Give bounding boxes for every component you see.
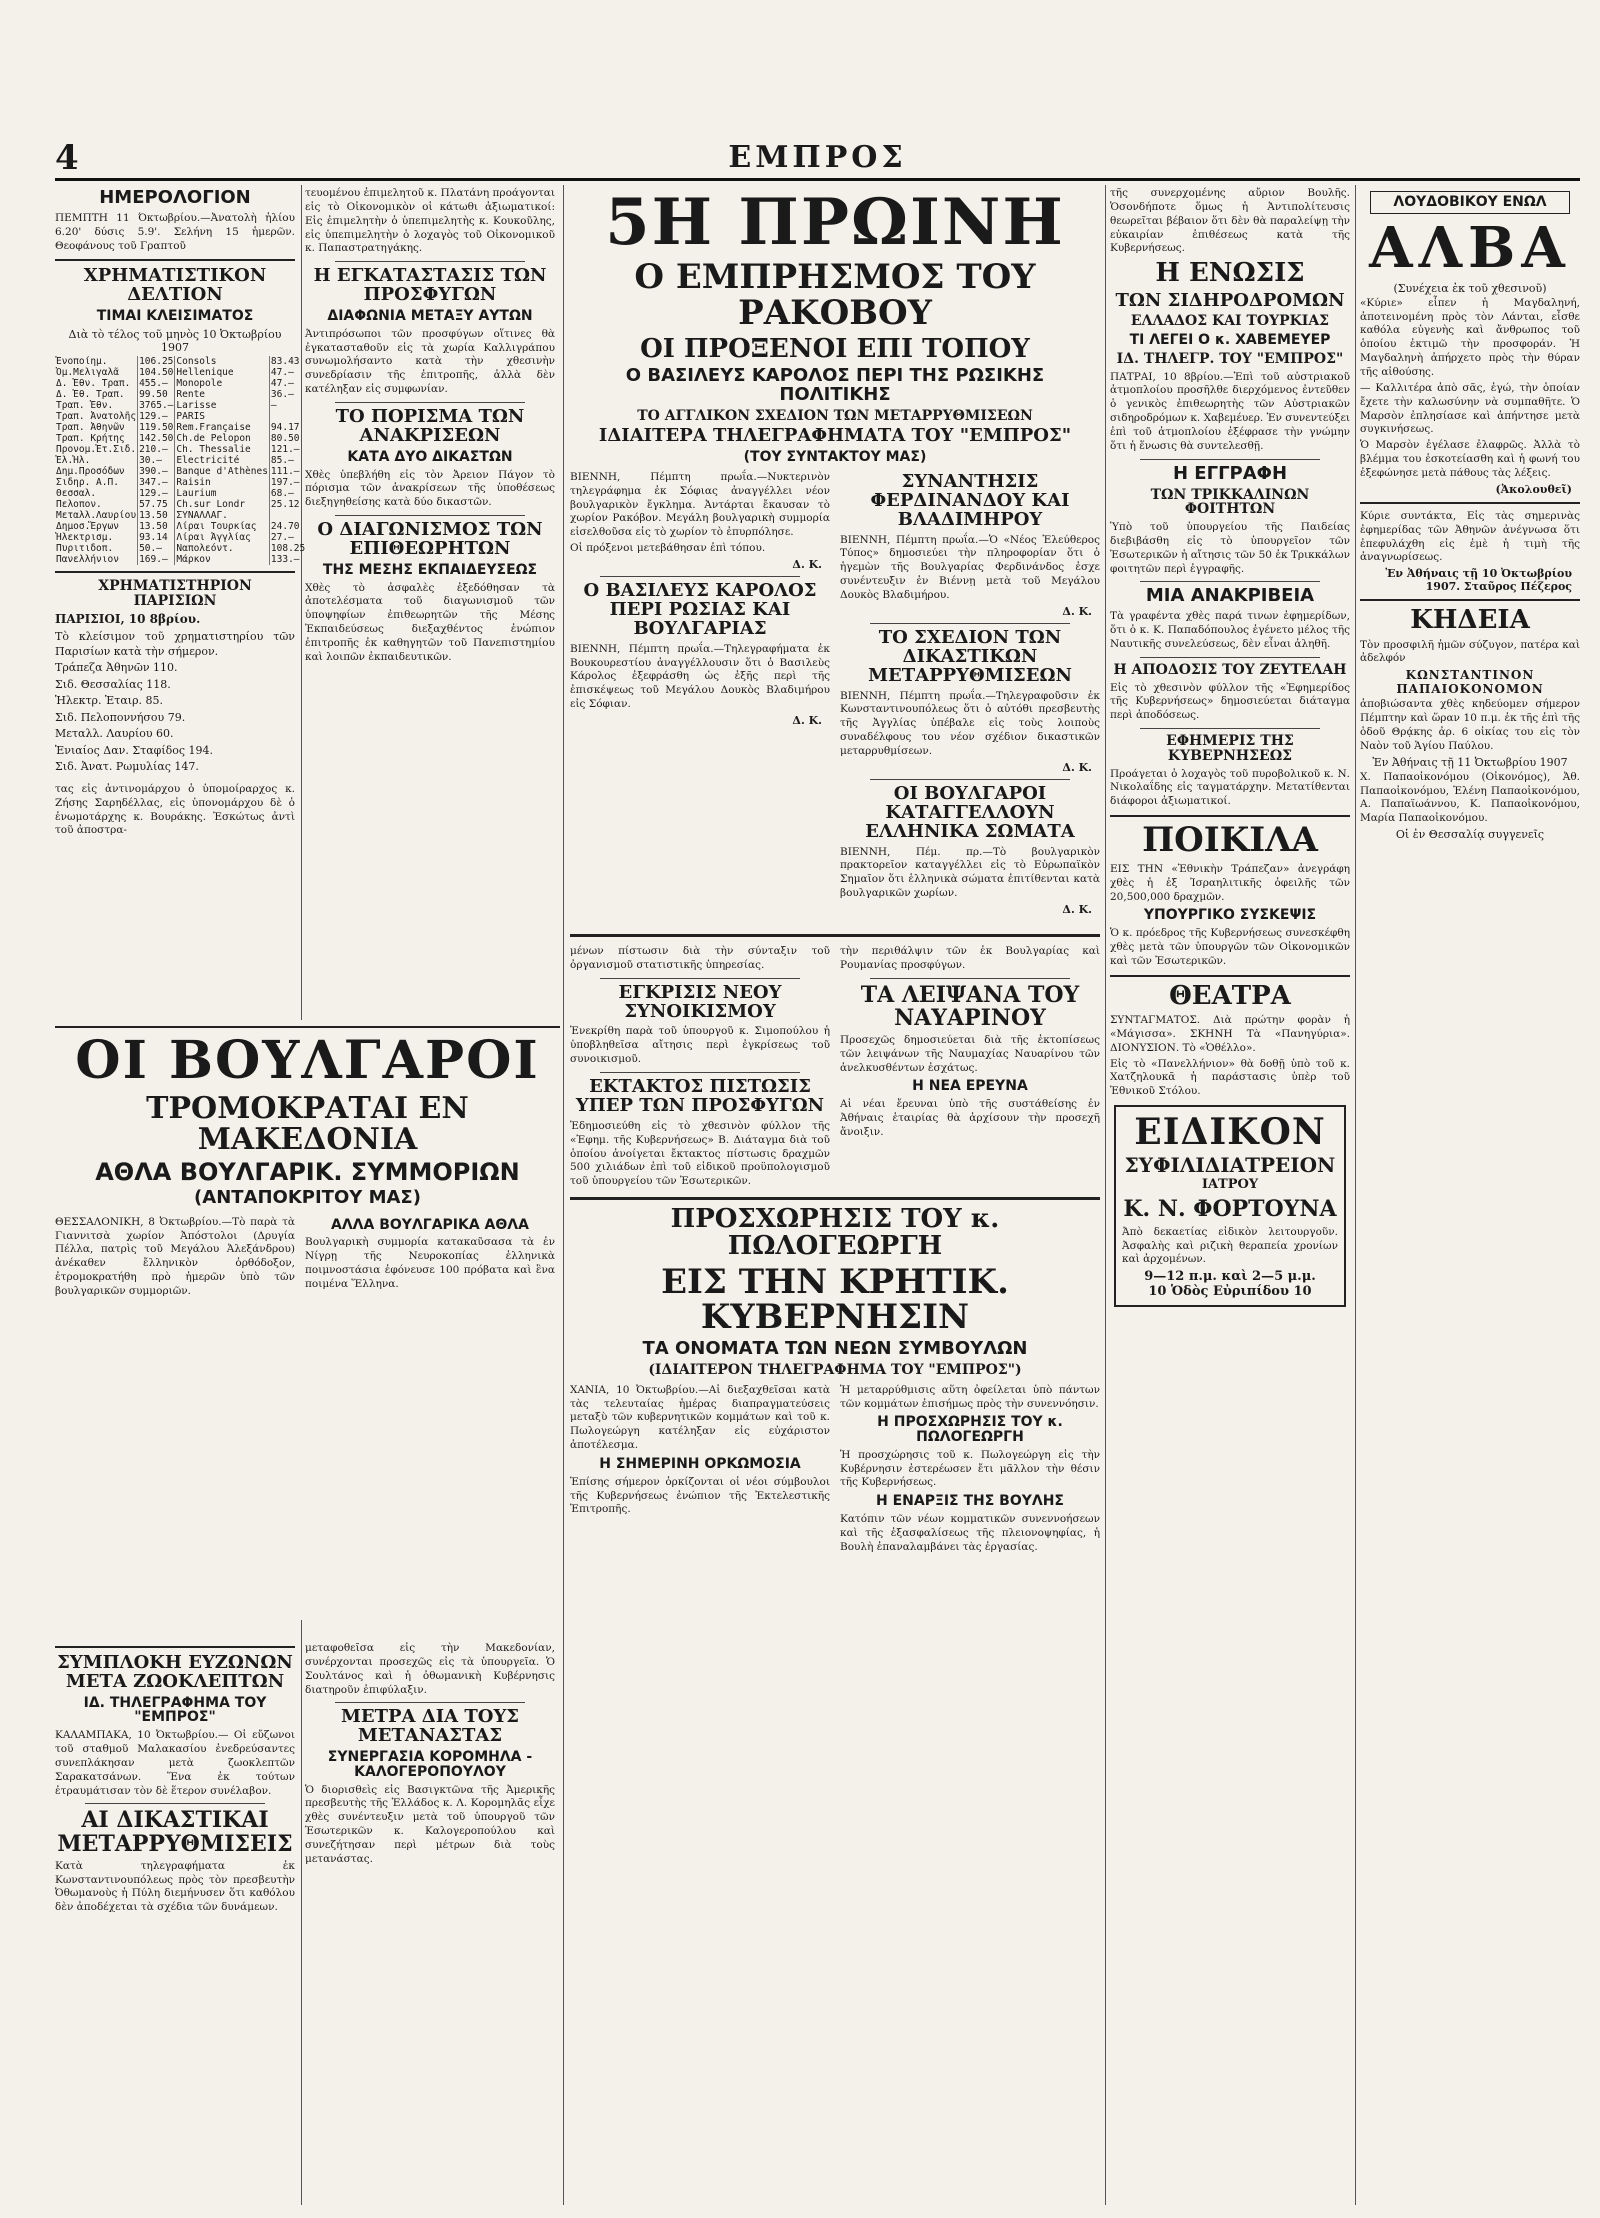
stock-cell: Πανελλήνιον	[56, 553, 119, 565]
enroll-text: Ὑπὸ τοῦ ὑπουργείου τῆς Παιδείας διεβιβάσθη εἰς τὸ ὑπουργεῖον τῶν Ἐσωτερικῶν ἡ αἴτησις τῶν 50 ἐκ Τρικκάλων φοιτητῶν περὶ ἐγγραφῆς.	[1110, 520, 1350, 575]
stock-cell: Ὀμ.Μελιγαλᾶ	[56, 366, 119, 378]
stock-cell: 36.—	[269, 389, 306, 400]
stock-cell: Πελοπον.	[56, 498, 102, 510]
page-number: 4	[55, 138, 79, 178]
paper-name: ΕΜΠΡΟΣ	[728, 140, 907, 175]
stock-cell: 210.—	[138, 444, 175, 455]
divider	[55, 259, 295, 261]
union-subtitle: ΤΩΝ ΣΙΔΗΡΟΔΡΟΜΩΝ	[1115, 289, 1345, 311]
stock-cell: Σιδηρ. Α.Π.	[56, 476, 119, 488]
stock-cell: Rente	[175, 389, 270, 400]
stock-cell: 68.—	[269, 488, 306, 499]
banner-subtitle: ΤΡΟΜΟΚΡΑΤΑΙ ΕΝ ΜΑΚΕΔΟΝΙΑ	[146, 1090, 469, 1158]
stock-cell: Electricité	[175, 455, 270, 466]
inaccuracy-text: Τὰ γραφέντα χθὲς παρά τινων ἐφημερίδων, ὅτι ὁ κ. Κ. Παπαδόπουλος ἐγένετο μέλος τῆς Ναυτικῆς συνελεύσεως, δὲν εἶναι ἀληθῆ.	[1110, 610, 1350, 651]
paris-line: Σιδ. Ἀνατ. Ρωμυλίας 147.	[55, 760, 199, 774]
rail-text: μεταφοθεῖσα εἰς τὴν Μακεδονίαν, συνέρχονται προσεχῶς εἰς τὰ ὑπουργεῖα. Ὁ Σουλτάνος καὶ ἡ ὀθωμανικὴ Κυβέρνησις διατηροῦν ἐπιφύλαξιν.	[305, 1642, 555, 1696]
stock-cell: Θεσσαλ.	[56, 487, 97, 499]
emigrant-subtitle: ΣΥΝΕΡΓΑΣΙΑ ΚΟΡΟΜΗΛΑ - ΚΑΛΟΓΕΡΟΠΟΥΛΟΥ	[327, 1749, 533, 1780]
clash-subtitle: ΙΔ. ΤΗΛΕΓΡΑΦΗΜΑ ΤΟΥ "ΕΜΠΡΟΣ"	[83, 1694, 267, 1726]
signature: Δ. Κ.	[1062, 760, 1092, 774]
refugee-title: Η ΕΓΚΑΤΑΣΤΑΣΙΣ ΤΩΝ ΠΡΟΣΦΥΓΩΝ	[313, 265, 547, 306]
paris-line: Μεταλλ. Λαυρίου 60.	[55, 727, 174, 741]
stock-cell: Rem.Française	[175, 422, 270, 433]
stock-cell: Μεταλλ.Λαυρίου	[56, 509, 137, 521]
divider	[1360, 502, 1580, 504]
stock-cell: Μάρκον	[175, 554, 270, 565]
stock-cell: Λίραι Τουρκίας	[175, 521, 270, 532]
enroll-subtitle: ΤΩΝ ΤΡΙΚΚΑΛΙΝΩΝ ΦΟΙΤΗΤΩΝ	[1150, 486, 1310, 518]
column-2	[305, 185, 555, 965]
stock-row	[55, 532, 306, 543]
paris-list	[55, 612, 295, 774]
village-text: Ἐνεκρίθη παρὰ τοῦ ὑπουργοῦ κ. Σιμοπούλου ἡ ὑποβληθεῖσα αἴτησις περὶ ἐγκρίσεως τοῦ συνοικισμοῦ.	[570, 1025, 830, 1066]
research-title: Η ΝΕΑ ΕΡΕΥΝΑ	[912, 1078, 1028, 1095]
research-text: Αἱ νέαι ἔρευναι ὑπὸ τῆς συστάθείσης ἐν Ἀθήναις ἑταιρίας θὰ ἀρχίσουν τὴν προσεχῆ ἄνοιξιν.	[840, 1098, 1100, 1138]
divider	[870, 779, 1070, 780]
stock-cell: 129.—	[138, 488, 175, 499]
stock-cell: 390.—	[138, 466, 175, 477]
financial-date: Διὰ τὸ τέλος τοῦ μηνὸς 10 Ὀκτωβρίου 1907	[68, 327, 282, 354]
stock-cell: Δημοσ.Ἔργων	[56, 520, 119, 532]
divider	[1140, 728, 1320, 729]
stock-cell: 94.17	[269, 422, 306, 433]
column-3	[570, 185, 1100, 2205]
stock-cell: Τραπ. Ἀνατολῆς	[56, 410, 137, 422]
stock-cell: 197.—	[269, 477, 306, 488]
stock-table	[55, 356, 306, 565]
judicial-title: ΑΙ ΔΙΚΑΣΤΙΚΑΙ ΜΕΤΑΡΡΥΘΜΙΣΕΙΣ	[57, 1807, 293, 1857]
stock-cell: ΣΥΝΑΛΛΑΓ.	[175, 510, 270, 521]
session-text: Κατόπιν τῶν νέων κομματικῶν συνεννοήσεων καὶ τῆς ἐξασφαλίσεως τῆς πλειονοψηφίας, ἡ Βουλὴ ἐπαναλαμβάνει τὰς ἐργασίας.	[840, 1513, 1100, 1553]
stock-row	[55, 521, 306, 532]
porisma-title: ΤΟ ΠΟΡΙΣΜΑ ΤΩΝ ΑΝΑΚΡΙΣΕΩΝ	[335, 406, 525, 446]
divider	[1140, 581, 1320, 582]
stock-row	[55, 389, 306, 400]
paris-line: Σιδ. Πελοποννήσου 79.	[55, 710, 186, 724]
stock-cell: 455.—	[138, 378, 175, 389]
divider	[335, 515, 525, 516]
meeting-text: ΒΙΕΝΝΗ, Πέμπτη πρωΐα.—Ὁ «Νέος Ἐλεύθερος Τύπος» δημοσιεύει τὴν πληροφορίαν ὅτι ὁ ἡγεμὼν τῆς Βουλγαρίας Φερδινάνδος ἐσχε συνέντευξιν ἐν Βιέννῃ μετὰ τοῦ Μεγάλου Δουκὸς Βλαδιμήρου.	[840, 533, 1100, 602]
serial-text3: Ὁ Μαρσὸν ἐγέλασε ἐλαφρῶς. Ἀλλὰ τὸ βλέμμα του ἐσκοτείασθη καὶ ἡ φωνή του ἐξεφώνησε μετὰ πάθους τὰς λέξεις.	[1360, 439, 1580, 479]
stock-cell: Πυριτιδοπ.	[56, 542, 114, 554]
crete-text2: Ἡ μεταρρύθμισις αὕτη ὀφείλεται ὑπὸ πάντων τῶν κομμάτων ἐπισήμως πρὸς τὴν συνεννόησιν.	[840, 1383, 1100, 1410]
headline-e: ΙΔΙΑΙΤΕΡΑ ΤΗΛΕΓΡΑΦΗΜΑΤΑ ΤΟΥ "ΕΜΠΡΟΣ"	[598, 425, 1072, 447]
signature: Δ. Κ.	[1062, 902, 1092, 916]
stock-cell: Ναπολεόντ.	[175, 543, 270, 554]
stock-cell: 13.50	[138, 521, 175, 532]
headline-5: 5Η ΠΡΩΙΝΗ	[605, 185, 1065, 260]
exchange-title: ΧΡΗΜΑΤΙΣΤΗΡΙΟΝ ΠΑΡΙΣΙΩΝ	[98, 577, 252, 609]
stock-cell: 47.—	[269, 367, 306, 378]
stock-row	[55, 477, 306, 488]
porisma-text: Χθὲς ὑπεβλήθη εἰς τὸν Ἀρειον Πάγον τὸ πόρισμα τῶν ἀνακρίσεων τῆς ὑποθέσεως διεξηγηθείσης κατὰ δύο δικαστῶν.	[305, 468, 555, 509]
plan-text: ΒΙΕΝΝΗ, Πέμπτη πρωΐα.—Τηλεγραφοῦσιν ἐκ Κωνσταντινουπόλεως ὅτι ὁ αὐτόθι πρεσβευτὴς τῆς Ἀγγλίας ὑπέβαλε εἰς τοὺς λοιποὺς συναδέλφους του νέον σχέδιον δικαστικῶν μεταρρυθμίσεων.	[840, 689, 1100, 757]
contest-text: Χθὲς τὸ ἀσφαλὲς ἐξεδόθησαν τὰ ἀποτελέσματα τοῦ διαγωνισμοῦ τῶν ὑποψηφίων ἐπιθεωρητῶν τῆς Μέσης Ἐκπαιδεύσεως διεξαχθέντος ἐνώπιον ἐπιτροπῆς ἐκ καθηγητῶν τοῦ Πανεπιστημίου καὶ λοιπῶν ἐκπαιδευτικῶν.	[305, 581, 555, 663]
relief-text: Ἐδημοσιεύθη εἰς τὸ χθεσινὸν φύλλον τῆς «Ἐφημ. τῆς Κυβερνήσεως» Β. Διάταγμα διὰ τοῦ ὁποίου ἀνοίγεται ἔκτακτος πίστωσις δραχμῶν 500 χιλιάδων ἐπὶ τοῦ εἰδικοῦ προϋπολογισμοῦ τοῦ ὑπουργείου τῶν Ἐσωτερικῶν.	[570, 1119, 830, 1188]
column-rule	[563, 185, 564, 2205]
stock-cell: 93.14	[138, 532, 175, 543]
stock-cell	[269, 411, 306, 422]
paris-line: Σιδ. Θεσσαλίας 118.	[55, 677, 171, 691]
crete-title: ΠΡΟΣΧΩΡΗΣΙΣ ΤΟΥ κ. ΠΩΛΟΓΕΩΡΓΗ	[670, 1204, 1000, 1262]
stock-row	[55, 400, 306, 411]
stock-cell: Ch.de Pelopon	[175, 433, 270, 444]
misc-title: ΠΟΙΚΙΛΑ	[1142, 820, 1318, 861]
divider	[600, 978, 800, 979]
stock-cell: Monopole	[175, 378, 270, 389]
meeting-title: ΣΥΝΑΝΤΗΣΙΣ ΦΕΡΔΙΝΑΝΔΟΥ ΚΑΙ ΒΛΑΔΙΜΗΡΟΥ	[870, 470, 1070, 530]
stock-cell: 133.—	[269, 554, 306, 565]
stock-row	[55, 466, 306, 477]
paris-line: Ἡλεκτρ. Ἑταιρ. 85.	[55, 694, 164, 708]
stock-cell: Τραπ. Κρήτης	[56, 432, 125, 444]
stock-cell: 3765.—	[139, 399, 174, 411]
stock-cell: 80.50	[269, 433, 306, 444]
misc-text2: Ὁ κ. πρόεδρος τῆς Κυβερνήσεως συνεσκέφθη χθὲς μετὰ τῶν ὑπουργῶν τῶν Οἰκονομικῶν καὶ τῶν Ἐσωτερικῶν.	[1110, 927, 1350, 967]
banner-right-text: Βουλγαρικὴ συμμορία κατακαῦσασα τὰ ἐν Νίγρῃ τῆς Νευροκοπίας ἑλληνικὰ ποιμνοστάσια ἐφόνευσε 100 πρόβατα καὶ ἓνα ποιμένα Ἕλληνα.	[305, 1236, 555, 1290]
serial-text2: — Καλλιτέρα ἀπὸ σᾶς, ἐγώ, τὴν ὁποίαν ἔχετε τὴν καλωσύνην νὰ συμπαθῆτε. Ὁ Μαρσὸν ἐπλησίασε καὶ ἀπήντησε μετὰ συγκινήσεως.	[1360, 381, 1580, 436]
bulgarians-article	[55, 1020, 560, 1620]
clinic-ad	[1114, 1105, 1346, 1307]
stock-cell: 57.75	[138, 499, 175, 510]
contest-subtitle: ΤΗΣ ΜΕΣΗΣ ΕΚΠΑΙΔΕΥΣΕΩΣ	[322, 561, 538, 578]
stock-cell: 83.43	[269, 356, 306, 367]
stock-cell: Τραπ. Ἀθηνῶν	[56, 421, 125, 433]
stock-row	[55, 367, 306, 378]
porisma-subtitle: ΚΑΤΑ ΔΥΟ ΔΙΚΑΣΤΩΝ	[347, 448, 513, 465]
crete-title3: ΤΑ ΟΝΟΜΑΤΑ ΤΩΝ ΝΕΩΝ ΣΥΜΒΟΥΛΩΝ	[642, 1338, 1028, 1360]
stock-cell: Banque d'Athènes	[176, 465, 268, 477]
union-subtitle4: ΙΔ. ΤΗΛΕΓΡ. ΤΟΥ "ΕΜΠΡΟΣ"	[1116, 350, 1344, 367]
judicial-text: Κατὰ τηλεγραφήματα ἐκ Κωνσταντινουπόλεως πρὸς τὸν πρεσβευτὴν Ὀθωμανοὺς ἡ Πύλη διεμήνυσεν ὅτι καθόλου δὲν ἀποδέχεται τὰ σχέδια τῶν δυνάμεων.	[55, 1859, 295, 1914]
stock-cell: 111.—	[269, 466, 306, 477]
ad-title: ΕΙΔΙΚΟΝ	[1134, 1111, 1326, 1154]
stock-cell: Προνομ.Ἐτ.Σιδ.	[56, 443, 137, 455]
stock-cell: 25.12	[269, 499, 306, 510]
stock-cell: 347.—	[138, 477, 175, 488]
stock-row	[55, 488, 306, 499]
stock-cell: 13.50	[138, 510, 175, 521]
funeral-end: Οἱ ἐν Θεσσαλίᾳ συγγενεῖς	[1395, 828, 1545, 842]
clash-text: ΚΑΛΑΜΠΑΚΑ, 10 Ὀκτωβρίου.— Οἱ εὔζωνοι τοῦ σταθμοῦ Μαλακασίου ἐνεδρεύσαντες συνεπλάκησαν μετὰ ζωοκλεπτῶν Σαρακατσάνων. Ἕνα ἐκ τούτων ἐτραυμάτισαν τὸν δὲ ἕτερον συνέλαβον.	[55, 1729, 295, 1797]
paris-line: Τράπεζα Ἀθηνῶν 110.	[55, 661, 178, 675]
refugee-text: Ἀντιπρόσωποι τῶν προσφύγων οἵτινες θὰ ἐγκατασταθοῦν εἰς τὰ χωρία Καλλιγράπου συνωμολήσαντο κατὰ τὴν χθεσινὴν συνεδρίασιν τῆς ἐπιτροπῆς, ἀλλὰ δὲν κατέληξαν εἰς συμφωνίαν.	[305, 327, 555, 396]
funeral-family: Χ. Παπαοἰκονόμου (Οἰκονόμος), Ἀθ. Παπαοἰκονόμου, Ἑλένη Παπαοἰκονόμου, Α. Παπαϊωάννου, Κ. Παπαοἰκονόμου, Μαρία Παπαοἰκονόμου.	[1360, 770, 1580, 825]
paris-line: Τὸ κλείσιμον τοῦ χρηματιστηρίου τῶν Παρισίων κατὰ τὴν σήμερον.	[55, 630, 295, 658]
divider	[55, 1026, 560, 1028]
divider	[870, 978, 1070, 979]
divider	[55, 1646, 295, 1648]
stock-cell: 30.—	[138, 455, 175, 466]
ad-doctor-name: Κ. Ν. ΦΟΡΤΟΥΝΑ	[1123, 1195, 1337, 1222]
paris-line: Ἑνιαίος Δαν. Σταφίδος 194.	[55, 743, 214, 757]
stock-cell: 108.25	[270, 542, 306, 554]
headline-d: ΤΟ ΑΓΓΛΙΚΟΝ ΣΧΕΔΙΟΝ ΤΩΝ ΜΕΤΑΡΡΥΘΜΙΣΕΩΝ	[637, 407, 1033, 424]
stock-cell: 104.50	[139, 366, 174, 378]
funeral-name: ΚΩΝΣΤΑΝΤΙΝΟΝ ΠΑΠΑΙΟΚΟΝΟΜΟΝ	[1396, 668, 1544, 697]
serial-to-be-continued: (Ἀκολουθεῖ)	[1495, 482, 1572, 496]
carol-title: Ο ΒΑΣΙΛΕΥΣ ΚΑΡΟΛΟΣ ΠΕΡΙ ΡΩΣΙΑΣ ΚΑΙ ΒΟΥΛΓΑΡΙΑΣ	[583, 580, 817, 639]
divider	[1140, 459, 1320, 460]
appointment-text: τας εἰς ἀντινομάρχου ὁ ὑπομοίραρχος κ. Ζήσης Σαρηδέλλας, εἰς ὑπονομάρχου δὲ ὁ ἐνωμοτάρχης κ. Βουράκης. Ἐσκώτως ἀντὶ τοῦ ἀποστρα-	[55, 782, 295, 837]
signature: Δ. Κ.	[792, 558, 822, 572]
stock-cell: 24.70	[269, 521, 306, 532]
column-rule	[1355, 185, 1356, 2205]
stock-cell: 47.—	[269, 378, 306, 389]
ad-subtitle: ΙΑΤΡΟΥ	[1201, 1176, 1259, 1192]
oath-title: Η ΣΗΜΕΡΙΝΗ ΟΡΚΩΜΟΣΙΑ	[599, 1455, 801, 1472]
session-title: Η ΕΝΑΡΞΙΣ ΤΗΣ ΒΟΥΛΗΣ	[876, 1493, 1064, 1510]
misc-text: ΕΙΣ ΤΗΝ «Ἐθνικὴν Τράπεζαν» ἀνεγράφη χθὲς ἡ ἐξ Ἰσραηλιτικῆς ὀφειλῆς τῶν 20,500,000 δραχμῶν.	[1110, 862, 1350, 903]
headline-b: ΟΙ ΠΡΟΞΕΝΟΙ ΕΠΙ ΤΟΠΟΥ	[640, 333, 1030, 364]
calendar-text: ΠΕΜΠΤΗ 11 Όκτωβρίου.—Ἀνατολὴ ἡλίου 6.20' δύσις 5.9'. Σελήνη 15 ἡμερῶν. Θεοφάνους τοῦ Γραπτοῦ	[55, 211, 295, 252]
stock-row	[55, 433, 306, 444]
crete-text: ΧΑΝΙΑ, 10 Ὀκτωβρίου.—Αἱ διεξαχθεῖσαι κατὰ τὰς τελευταίας ἡμέρας διαπραγματεύσεις μεταξὺ τῶν κυβερνητικῶν κομμάτων καὶ τοῦ κ. Πωλογεώργη κατέληξαν εἰς εὐχάριστον ἀποτέλεσμα.	[570, 1383, 830, 1452]
enroll-title: Η ΕΓΓΡΑΦΗ	[1172, 462, 1288, 484]
divider	[600, 576, 800, 577]
stock-row	[55, 499, 306, 510]
divider	[85, 1803, 265, 1804]
serial-text: «Κύριε» εἶπεν ἡ Μαγδαληνή, ἀποτεινομένη πρὸς τὸν Λάνται, εἶσθε καθόλα εὐγενὴς καὶ ἄνθρωπος τοῦ ὁποίου ἐκτιμῶ τὴν προσφοράν. Ἡ Μαγδαληνὴ ἀπήρχετο πρὸς τὴν θύραν τῆς αἰθούσης.	[1360, 296, 1580, 378]
stock-cell: 27.—	[269, 532, 306, 543]
stock-row	[55, 378, 306, 389]
carol-text: ΒΙΕΝΝΗ, Πέμπτη πρωΐα.—Τηλεγραφήματα ἐκ Βουκουρεστίου ἀναγγέλλουσιν ὅτι ὁ Βασιλεὺς Κάρολος ἐξεφράσθη ὡς ἑξῆς περὶ τῆς ἐπισκέψεως τοῦ Μεγάλου Δουκὸς Βλαδιμήρου εἰς Σόφιαν.	[570, 642, 830, 711]
bulgarians-title: ΟΙ ΒΟΥΛΓΑΡΟΙ ΚΑΤΑΓΓΕΛΛΟΥΝ ΕΛΛΗΝΙΚΑ ΣΩΜΑΤΑ	[865, 782, 1075, 842]
stock-cell: Τραπ. Ἐθν.	[56, 399, 114, 411]
relics-title: ΤΑ ΛΕΙΨΑΝΑ ΤΟΥ ΝΑΥΑΡΙΝΟΥ	[860, 981, 1080, 1031]
banner-left-text: ΘΕΣΣΑΛΟΝΙΚΗ, 8 Ὀκτωβρίου.—Τὸ παρὰ τὰ Γιαννιτσὰ χωρίον Ἀπόστολοι (Δρυγία Πέλλα, πατρὶς τοῦ Μεγάλου Ἀλεξάνδρου) ἀνέκαθεν ἔλληνικὸν ὀρθόδοξον, ἐτρομοκρατήθη πρὸ ἡμερῶν ὑπὸ τῶν βουλγαρικῶν συμμοριῶν.	[55, 1215, 295, 1297]
union-text: ΠΑΤΡΑΙ, 10 8βρίου.—Ἐπὶ τοῦ αὐστριακοῦ ἀτμοπλοίου προσῆλθε διερχόμενος ἐντεῦθεν ὁ γενικὸς ἐπιθεωρητὴς τῶν Αὐστριακῶν σιδηροδρόμων κ. Χαβεμέυερ. Ἐν συνεντεύξει ἐπὶ τοῦ ἀτμοπλοίου ἐξέφρασε τὴν γνώμην ὅτι ἡ ἕνωσις θὰ συντελεσθῇ.	[1110, 370, 1350, 452]
stock-cell: Δημ.Προσόδων	[56, 465, 125, 477]
divider	[1140, 657, 1320, 658]
stock-cell: 142.50	[139, 432, 174, 444]
contest-title: Ο ΔΙΑΓΩΝΙΣΜΟΣ ΤΩΝ ΕΠΙΘΕΩΡΗΤΩΝ	[317, 519, 543, 559]
village-title: ΕΓΚΡΙΣΙΣ ΝΕΟΥ ΣΥΝΟΙΚΙΣΜΟΥ	[618, 981, 782, 1022]
clash-title: ΣΥΜΠΛΟΚΗ ΕΥΖΩΝΩΝ ΜΕΤΑ ΖΩΟΚΛΕΠΤΩΝ	[57, 1652, 293, 1692]
headline-c: Ο ΒΑΣΙΛΕΥΣ ΚΑΡΟΛΟΣ ΠΕΡΙ ΤΗΣ ΡΩΣΙΚΗΣ ΠΟΛΙΤΙΚΗΣ	[625, 364, 1045, 405]
stock-cell: 106.25	[139, 355, 174, 367]
stock-cell: Hellenique	[175, 367, 270, 378]
stock-cell: 169.—	[138, 554, 175, 565]
stock-cell: Δ. Ἐθν. Τραπ.	[56, 377, 131, 389]
stock-row	[55, 510, 306, 521]
gazette-title: ΕΦΗΜΕΡΙΣ ΤΗΣ ΚΥΒΕΡΝΗΣΕΩΣ	[1166, 733, 1294, 764]
stock-cell: 121.—	[269, 444, 306, 455]
serial-title: ΑΛΒΑ	[1369, 214, 1571, 281]
stock-row	[55, 455, 306, 466]
stock-cell: 50.—	[138, 543, 175, 554]
relics-text: Προσεχῶς δημοσιεύεται διὰ τῆς ἐκτοπίσεως τῶν λειψάνων τῆς Ναυμαχίας Ναυαρίνου τῶν ἀνελκυσθέντων ἐσχάτως.	[840, 1033, 1100, 1074]
burial-title: Η ΑΠΟΔΟΣΙΣ ΤΟΥ ΖΕΥΤΕΛΑΗ	[1113, 661, 1347, 678]
newspaper-page	[55, 0, 1580, 2218]
mid-left-text: μένων πίστωσιν διὰ τὴν σύνταξιν τοῦ ὀργανισμοῦ στατιστικῆς ὑπηρεσίας.	[570, 944, 830, 971]
banner-line3: ΑΘΛΑ ΒΟΥΛΓΑΡΙΚ. ΣΥΜΜΟΡΙΩΝ	[95, 1157, 520, 1186]
financial-title: ΧΡΗΜΑΤΙΣΤΙΚΟΝ ΔΕΛΤΙΟΝ	[83, 265, 267, 306]
theatre-title: ΘΕΑΤΡΑ	[1169, 980, 1291, 1011]
stock-cell: Consols	[175, 356, 270, 367]
column-5	[1360, 185, 1580, 2205]
stock-row	[55, 422, 306, 433]
banner-right-subtitle: ΑΛΛΑ ΒΟΥΛΓΑΡΙΚΑ ΑΘΛΑ	[331, 1216, 529, 1233]
funeral-title: ΚΗΔΕΙΑ	[1410, 605, 1530, 636]
divider	[870, 623, 1070, 624]
stock-cell: —	[269, 400, 306, 411]
emigrant-text: Ὁ διορισθεὶς εἰς Βασιγκτῶνα τῆς Ἀμερικῆς πρεσβευτὴς τῆς Ἑλλάδος κ. Λ. Κορομηλᾶς εἶχε χθὲς συνέντευξιν μετὰ τοῦ ὑπουργοῦ τῶν Ἐσωτερικῶν κ. Καλογεροπούλου καὶ συνεζήτησαν περὶ μέτρων διὰ τοὺς μετανάστας.	[305, 1783, 555, 1865]
union-subtitle2: ΕΛΛΑΔΟΣ ΚΑΙ ΤΟΥΡΚΙΑΣ	[1130, 313, 1330, 330]
misc-subtitle: ΥΠΟΥΡΓΙΚΟ ΣΥΣΚΕΨΙΣ	[1143, 907, 1317, 924]
column-2-lower	[305, 1640, 555, 2200]
vienna-text: ΒΙΕΝΝΗ, Πέμπτη πρωΐα.—Νυκτερινὸν τηλεγράφημα ἐκ Σόφιας ἀναγγέλλει νέον βουλγαρικὸν ἔγκλημα. Ἀντάρται ἔκαυσαν τὸ χωρίον Ρακόβον. Μεγάλη βουλγαρικὴ συμμορία εἰσελθοῦσα εἰς τὸ χωρίον τὸ ἐπυρπόλησε.	[570, 470, 830, 539]
stock-cell: 85.—	[269, 455, 306, 466]
divider	[570, 934, 1100, 937]
divider	[335, 1702, 525, 1703]
letter-signature: Ἐν Ἀθήναις τῇ 10 Ὀκτωβρίου 1907. Σταῦρος Πέζερος	[1385, 567, 1572, 594]
accession-title: Η ΠΡΟΣΧΩΡΗΣΙΣ ΤΟΥ κ. ΠΩΛΟΓΕΩΡΓΗ	[877, 1414, 1063, 1446]
funeral-text2: ἀποβιώσαντα χθὲς κηδεύομεν σήμερον Πέμπτην καὶ ὥραν 10 π.μ. ἐκ τῆς ἐπὶ τῆς ὁδοῦ Θρᾴκης ἀρ. 6 οἰκίας του εἰς τὸν Ναὸν τοῦ Ἁγίου Παύλου.	[1360, 698, 1580, 752]
plan-title: ΤΟ ΣΧΕΔΙΟΝ ΤΩΝ ΔΙΚΑΣΤΙΚΩΝ ΜΕΤΑΡΡΥΘΜΙΣΕΩΝ	[868, 626, 1072, 686]
stock-cell: Ch.sur Londr	[175, 499, 270, 510]
stock-cell: 99.50	[138, 389, 175, 400]
relief-title: ΕΚΤΑΚΤΟΣ ΠΙΣΤΩΣΙΣ ΥΠΕΡ ΤΩΝ ΠΡΟΣΦΥΓΩΝ	[575, 1076, 825, 1116]
headline-f: (ΤΟΥ ΣΥΝΤΑΚΤΟΥ ΜΑΣ)	[743, 449, 927, 466]
divider	[570, 1197, 1100, 1200]
column-rule	[1105, 185, 1106, 2205]
stock-cell	[269, 510, 306, 521]
gazette-text: Προάγεται ὁ λοχαγὸς τοῦ πυροβολικοῦ κ. Ν. Νικολαΐδης εἰς ταγματάρχην. Μετατίθενται διάφοροι ἀξιωματικοί.	[1110, 767, 1350, 808]
union-title: Η ΕΝΩΣΙΣ	[1155, 258, 1305, 289]
divider	[55, 571, 295, 573]
masthead	[55, 138, 1580, 181]
stock-row	[55, 543, 306, 554]
stock-cell: Laurium	[175, 488, 270, 499]
stock-cell: 129.—	[138, 411, 175, 422]
mid-right-text: τὴν περιθάλψιν τῶν ἐκ Βουλγαρίας καὶ Ρουμανίας προσφύγων.	[840, 944, 1100, 971]
divider	[1360, 599, 1580, 601]
funeral-date: Ἐν Ἀθήναις τῇ 11 Ὀκτωβρίου 1907	[1372, 755, 1568, 769]
headline-a: Ο ΕΜΠΡΗΣΜΟΣ ΤΟΥ ΡΑΚΟΒΟΥ	[634, 257, 1036, 333]
crete-title4: (ΙΔΙΑΙΤΕΡΟΝ ΤΗΛΕΓΡΑΦΗΜΑ ΤΟΥ "ΕΜΠΡΟΣ")	[648, 1361, 1022, 1378]
stock-cell: Δ. Ἐθ. Τραπ.	[56, 388, 125, 400]
inaccuracy-title: ΜΙΑ ΑΝΑΚΡΙΒΕΙΑ	[1145, 585, 1315, 607]
burial-text: Εἰς τὸ χθεσινὸν φύλλον τῆς «Ἐφημερίδος τῆς Κυβερνήσεως» δημοσιεύεται διάταγμα περὶ ἀποδόσεως.	[1110, 681, 1350, 722]
column-4	[1110, 185, 1350, 2205]
serial-continued: (Συνέχεια ἐκ τοῦ χθεσινοῦ)	[1393, 281, 1547, 295]
serial-author: ΛΟΥΔΟΒΙΚΟΥ ΕΝΩΛ	[1370, 191, 1570, 214]
divider	[335, 261, 525, 262]
col4-top-text: τῆς συνερχομένης αὔριον Βουλῆς. Ὁσονδήποτε ὅμως ἡ Ἀντιπολίτευσις θεωρεῖται βέβαιον ὅτι δὲν θὰ παραλείψῃ τὴν εὐκαιρίαν ἐπιθέσεως κατὰ τῆς Κυβερνήσεως.	[1110, 187, 1350, 255]
paris-line: ΠΑΡΙΣΙΟΙ, 10 8βρίου.	[55, 612, 201, 627]
banner-line4: (ΑΝΤΑΠΟΚΡΙΤΟΥ ΜΑΣ)	[194, 1186, 421, 1208]
stock-cell: Larisse	[175, 400, 270, 411]
stock-row	[55, 411, 306, 422]
stock-cell: Ch. Thessalie	[175, 444, 270, 455]
divider	[1110, 815, 1350, 817]
accession-text: Ἡ προσχώρησις τοῦ κ. Πωλογεώργη εἰς τὴν Κυβέρνησιν ἐστερέωσεν ἔτι μᾶλλον τὴν θέσιν τῆς Κυβερνήσεως.	[840, 1448, 1100, 1489]
divider	[600, 1072, 800, 1073]
ad-title2: ΣΥΦΙΛΙΔΙΑΤΡΕΙΟΝ	[1124, 1152, 1336, 1177]
theatre-text2: Εἰς τὸ «Πανελλήνιον» θὰ δοθῇ ὑπὸ τοῦ κ. Χατζηλουκᾶ ἡ παράστασις ὑπὲρ τοῦ Ἐθνικοῦ Στόλου.	[1110, 1057, 1350, 1098]
column-1-lower	[55, 1640, 295, 2200]
calendar-title: ΗΜΕΡΟΛΟΓΙΟΝ	[99, 187, 251, 208]
stock-cell: Ἑλ.Ἠλ.	[56, 454, 91, 466]
letter-text: Κύριε συντάκτα, Εἰς τὰς σημερινὰς ἐφημερίδας τῶν Ἀθηνῶν ἀνέγνωσα ὅτι ἐπεφυλάχθη εἰς ἐμὲ ἡ τιμὴ τῆς ἀναγνωρίσεως.	[1360, 509, 1580, 564]
union-subtitle3: ΤΙ ΛΕΓΕΙ Ο κ. ΧΑΒΕΜΕΥΕΡ	[1129, 332, 1331, 349]
col2-top-text: τευομένου ἐπιμελητοῦ κ. Πλατάνη προάγονται εἰς τὸ Οἰκονομικὸν οἱ κάτωθι ἀξιωματικοί: Εἰς ἐπιμελητὴν ὁ ὑπεπιμελητὴς κ. Κουκοῦλης, εἰς ὑπεπιμελητὴν ὁ λοχαγὸς τοῦ Οἰκονομικοῦ κ. Παπαστρατηγάκης.	[305, 187, 555, 255]
proxenoi-text: Οἱ πρόξενοι μετεβάθησαν ἐπὶ τόπου.	[570, 542, 766, 555]
stock-cell: Raisin	[175, 477, 270, 488]
stock-cell: Λίραι Ἀγγλίας	[175, 532, 270, 543]
bulgarians-text: ΒΙΕΝΝΗ, Πέμ. πρ.—Τὸ βουλγαρικὸν πρακτορεῖον καταγγέλλει εἰς τὸ Εὐρωπαϊκὸν Σημαῖον ὅτι ἑλληνικὰ σώματα ἐπιτίθενται κατὰ βουλγαρικῶν χωρίων.	[840, 845, 1100, 900]
stock-cell: Ἑνοποίημ.	[56, 355, 108, 367]
divider	[335, 402, 525, 403]
signature: Δ. Κ.	[1062, 604, 1092, 618]
signature: Δ. Κ.	[792, 714, 822, 728]
stock-row	[55, 444, 306, 455]
theatre-text: ΣΥΝΤΑΓΜΑΤΟΣ. Διὰ πρώτην φορὰν ἡ «Μάγισσα». ΣΚΗΝΗ Τὰ «Πανηγύρια». ΔΙΟΝΥΣΙΟΝ. Τὸ «Ὁθέλλο».	[1110, 1013, 1350, 1054]
banner-title: ΟΙ ΒΟΥΛΓΑΡΟΙ	[75, 1030, 540, 1091]
oath-text: Ἐπίσης σήμερον ὁρκίζονται οἱ νέοι σύμβουλοι τῆς Κυβερνήσεως ἐνώπιον τῆς Ἐκτελεστικῆς Ἐπιτροπῆς.	[570, 1475, 830, 1516]
ad-address: 10 Ὁδὸς Εὐριπίδου 10	[1148, 1284, 1312, 1300]
stock-cell: 119.50	[139, 421, 174, 433]
ad-text: Ἀπὸ δεκαετίας εἰδικὸν λειτουργοῦν. Ἀσφαλὴς καὶ ριζικὴ θεραπεία χρονίων καὶ ἀρχομένων.	[1122, 1225, 1338, 1266]
stock-cell: PARIS	[175, 411, 270, 422]
refugee-subtitle: ΔΙΑΦΩΝΙΑ ΜΕΤΑΞΥ ΑΥΤΩΝ	[327, 308, 533, 325]
funeral-text: Τὸν προσφιλῆ ἡμῶν σύζυγον, πατέρα καὶ ἀδελφόν	[1360, 638, 1580, 665]
stock-row	[55, 356, 306, 367]
ad-hours: 9—12 π.μ. καὶ 2—5 μ.μ.	[1144, 1269, 1316, 1285]
stock-row	[55, 554, 306, 565]
stock-cell: Ἠλεκτρισμ.	[56, 531, 114, 543]
crete-title2: ΕΙΣ ΤΗΝ ΚΡΗΤΙΚ. ΚΥΒΕΡΝΗΣΙΝ	[661, 1261, 1009, 1338]
emigrant-title: ΜΕΤΡΑ ΔΙΑ ΤΟΥΣ ΜΕΤΑΝΑΣΤΑΣ	[340, 1706, 520, 1747]
financial-subtitle: ΤΙΜΑΙ ΚΛΕΙΣΙΜΑΤΟΣ	[96, 308, 254, 325]
divider	[1110, 975, 1350, 977]
